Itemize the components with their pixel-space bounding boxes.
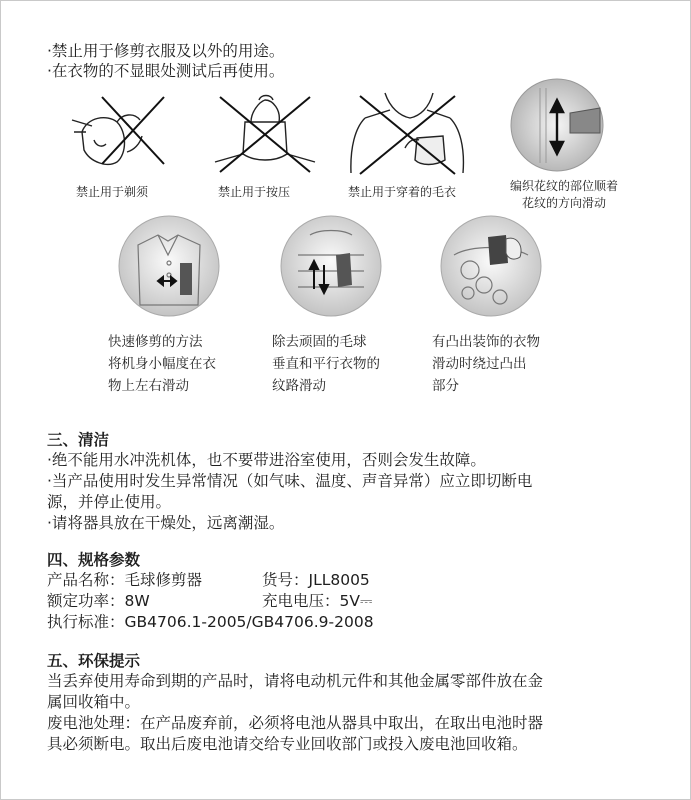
no-shaving-illustration (72, 92, 172, 172)
env-heading: 五、环保提示 (47, 652, 141, 670)
decoration-line-2: 滑动时绕过凸出 (432, 356, 527, 372)
quick-trim-line-2: 将机身小幅度在衣 (108, 356, 216, 372)
spec-standard: 执行标准：GB4706.1-2005/GB4706.9-2008 (47, 613, 374, 631)
spec-power: 额定功率：8W (47, 592, 150, 610)
quick-trim-line-3: 物上左右滑动 (108, 378, 189, 394)
stubborn-pill-line-1: 除去顽固的毛球 (272, 334, 367, 350)
stubborn-pill-illustration (280, 215, 382, 317)
spec-heading: 四、规格参数 (47, 551, 141, 569)
env-line-1: 当丢弃使用寿命到期的产品时，请将电动机元件和其他金属零部件放在金 (47, 672, 544, 690)
quick-trim-illustration (118, 215, 220, 317)
intro-line-2: ·在衣物的不显眼处测试后再使用。 (47, 62, 285, 80)
clean-line-3: 源，并停止使用。 (47, 493, 172, 511)
quick-trim-caption (108, 331, 216, 397)
no-pressing-illustration (215, 92, 315, 177)
caption-no-shaving: 禁止用于剃须 (76, 185, 149, 199)
caption-knit-2: 花纹的方向滑动 (521, 196, 606, 210)
caption-no-pressing: 禁止用于按压 (218, 185, 291, 199)
spec-sku: 货号：JLL8005 (262, 571, 370, 589)
clean-line-4: ·请将器具放在干燥处，远离潮湿。 (47, 514, 285, 532)
decoration-line-3: 部分 (432, 378, 459, 394)
no-worn-sweater-illustration (345, 88, 470, 178)
clean-line-2: ·当产品使用时发生异常情况（如气味、温度、声音异常）应立即切断电 (47, 472, 533, 490)
caption-knit-1: 编织花纹的部位顺着 (509, 179, 618, 193)
clean-heading: 三、清洁 (47, 431, 110, 449)
decoration-line-1: 有凸出装饰的衣物 (432, 334, 540, 350)
decoration-illustration (440, 215, 542, 317)
intro-line-1: ·禁止用于修剪衣服及以外的用途。 (47, 42, 285, 60)
env-line-2: 属回收箱中。 (47, 693, 141, 711)
caption-no-worn-sweater: 禁止用于穿着的毛衣 (348, 185, 457, 199)
quick-trim-line-1: 快速修剪的方法 (108, 334, 203, 350)
env-line-4: 具必须断电。取出后废电池请交给专业回收部门或投入废电池回收箱。 (47, 735, 528, 753)
stubborn-pill-caption (272, 331, 380, 397)
stubborn-pill-line-3: 纹路滑动 (272, 378, 326, 394)
env-line-3: 废电池处理：在产品废弃前，必须将电池从器具中取出，在取出电池时器 (47, 714, 544, 732)
spec-voltage: 充电电压：5V⎓ (262, 592, 373, 610)
clean-line-1: ·绝不能用水冲洗机体，也不要带进浴室使用，否则会发生故障。 (47, 451, 486, 469)
decoration-caption (432, 331, 540, 397)
knit-pattern-illustration (510, 78, 605, 173)
stubborn-pill-line-2: 垂直和平行衣物的 (272, 356, 380, 372)
spec-product-name: 产品名称：毛球修剪器 (47, 571, 203, 589)
